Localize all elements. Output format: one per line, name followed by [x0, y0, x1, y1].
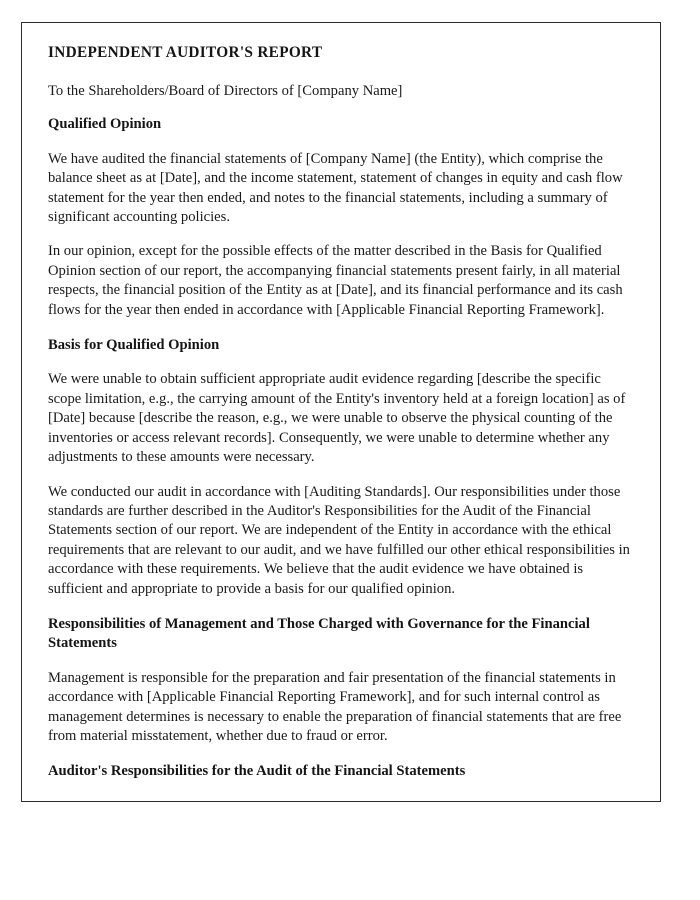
spacer	[48, 320, 632, 336]
spacer	[48, 227, 632, 242]
document-body	[48, 43, 632, 782]
qualified-opinion-paragraph-2: In our opinion, except for the possible effects of the matter described in the Basis for Qualified Opinion section of our report, the accompanying financial statements present fairly, in all material respects, the financial position of the Entity as at [Date], and its financial performance and its cash flows for the year then ended in accordance with [Applicable Financial Reporting Framework].	[48, 243, 623, 318]
basis-paragraph-2: We conducted our audit in accordance with [Auditing Standards]. Our responsibilities under those standards are further described in the Auditor's Responsibilities for the Audit of the Financial Statements section of our report. We are independent of the Entity in accordance with the ethical requirements that are relevant to our audit, and we have fulfilled our other ethical responsibilities in accordance with these requirements. We believe that the audit evidence we have obtained is sufficient and appropriate to provide a basis for our qualified opinion.	[48, 483, 630, 597]
management-responsibilities-paragraph-1: Management is responsible for the preparation and fair presentation of the financial statements in accordance with [Applicable Financial Reporting Framework], and for such internal control as management determines is necessary to enable the preparation of financial statements that are free from material misstatement, whether due to fraud or error.	[48, 669, 622, 744]
qualified-opinion-paragraph-1: We have audited the financial statements of [Company Name] (the Entity), which comprise the balance sheet as at [Date], and the income statement, statement of changes in equity and cash flow statement for the year then ended, and notes to the financial statements, including a summary of significant accounting policies.	[48, 150, 623, 226]
spacer	[48, 468, 632, 483]
basis-paragraph-1: We were unable to obtain sufficient appropriate audit evidence regarding [describe the specific scope limitation, e.g., the carrying amount of the Entity's inventory held at a foreign location] as of [Date] because [describe the reason, e.g., we were unable to observe the physical counting of the inventories or access relevant records]. Consequently, we were unable to determine whether any adjustments to these amounts were necessary.	[48, 371, 626, 466]
section-heading-basis-for-qualified-opinion: Basis for Qualified Opinion	[48, 337, 220, 354]
section-heading-management-responsibilities: Responsibilities of Management and Those Charged with Governance for the Financial Statements	[48, 615, 590, 652]
section-heading-qualified-opinion: Qualified Opinion	[48, 116, 162, 133]
document-page	[21, 22, 661, 802]
spacer	[48, 599, 632, 615]
spacer	[48, 62, 632, 82]
spacer	[48, 101, 632, 115]
addressee-line: To the Shareholders/Board of Directors of [Company Name]	[48, 83, 403, 99]
spacer	[48, 654, 632, 669]
spacer	[48, 746, 632, 762]
spacer	[48, 135, 632, 150]
section-heading-auditor-responsibilities: Auditor's Responsibilities for the Audit of the Financial Statements	[48, 763, 466, 780]
spacer	[48, 355, 632, 370]
page-title: INDEPENDENT AUDITOR'S REPORT	[48, 44, 323, 61]
